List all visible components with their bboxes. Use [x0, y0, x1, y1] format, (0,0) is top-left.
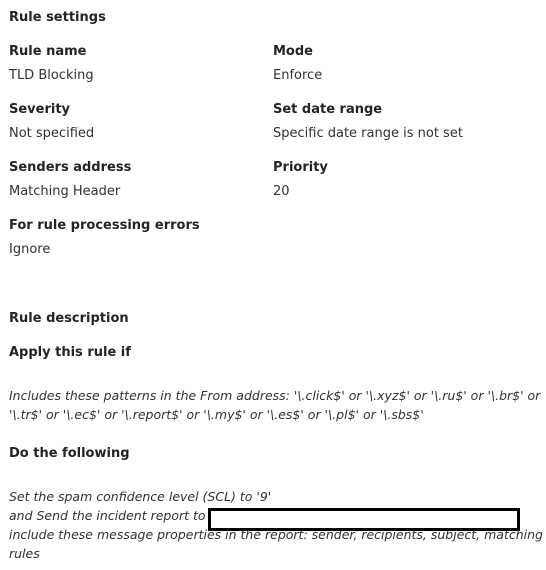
senders-address-label: Senders address [9, 160, 132, 175]
senders-address-value: Matching Header [9, 184, 121, 199]
mode-value: Enforce [273, 68, 323, 83]
section-title-rule-description: Rule description [9, 311, 129, 326]
do-following-label: Do the following [9, 446, 130, 461]
processing-errors-value: Ignore [9, 242, 51, 257]
apply-rule-if-label: Apply this rule if [9, 345, 131, 360]
action-text-line-3: include these message properties in the report: sender, recipients, subject, matching [9, 527, 543, 542]
rule-name-value: TLD Blocking [9, 68, 94, 83]
date-range-label: Set date range [273, 102, 383, 117]
mode-label: Mode [273, 44, 313, 59]
priority-label: Priority [273, 160, 328, 175]
action-text-line-1: Set the spam confidence level (SCL) to '9' [9, 489, 272, 504]
severity-label: Severity [9, 102, 71, 117]
processing-errors-label: For rule processing errors [9, 218, 200, 233]
section-title-rule-settings: Rule settings [9, 10, 106, 25]
rule-name-label: Rule name [9, 44, 87, 59]
condition-text-line-2: '\.tr$' or '\.ec$' or '\.report$' or '\.my$' or '\.es$' or '\.pl$' or '\.sbs$' [9, 407, 424, 422]
action-text-line-4: rules [9, 546, 40, 561]
date-range-value: Specific date range is not set [273, 126, 463, 141]
priority-value: 20 [273, 184, 290, 199]
action-text-line-2: and Send the incident report to [9, 508, 206, 523]
condition-text-line-1: Includes these patterns in the From address: '\.click$' or '\.xyz$' or '\.ru$' or '\.br$' or [9, 388, 541, 403]
severity-value: Not specified [9, 126, 95, 141]
